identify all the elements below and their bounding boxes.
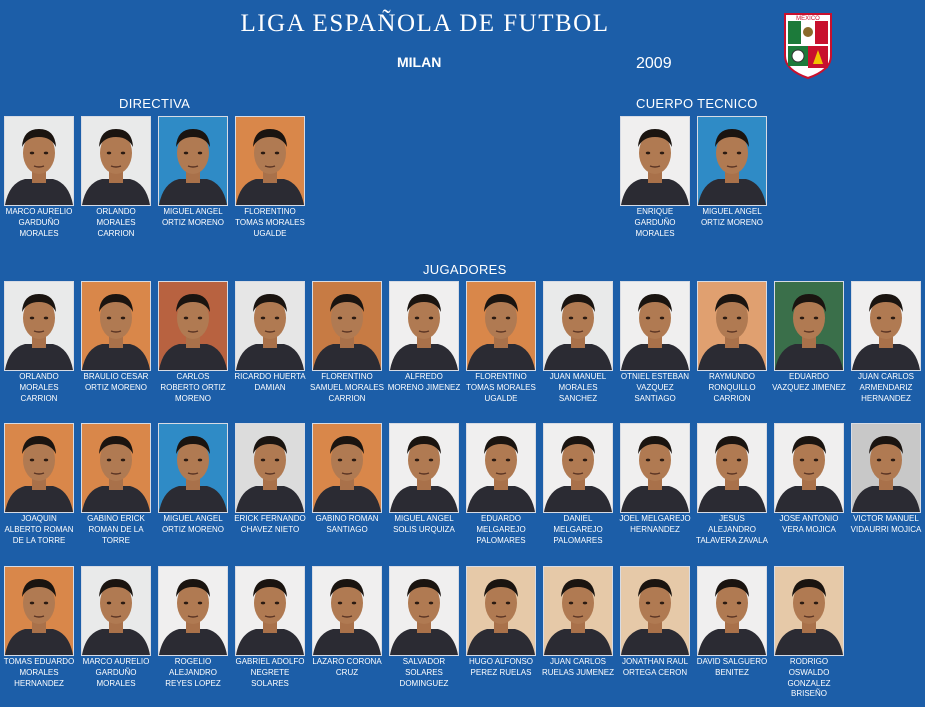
person-photo [389, 566, 459, 656]
person-card [387, 281, 461, 394]
person-photo [312, 566, 382, 656]
person-name: ERICK FERNANDO CHAVEZ NIETO [234, 514, 306, 534]
person-name: HUGO ALFONSO PEREZ RUELAS [468, 657, 533, 677]
person-name: JOSE ANTONIO VERA MOJICA [779, 514, 839, 534]
person-name: MIGUEL ANGEL SOLIS URQUIZA [393, 514, 455, 534]
person-card [79, 423, 153, 546]
person-card [2, 566, 76, 689]
person-photo [620, 566, 690, 656]
person-card [618, 116, 692, 239]
person-card [541, 423, 615, 546]
person-card [233, 116, 307, 239]
person-name: BRAULIO CESAR ORTIZ MORENO [83, 372, 149, 392]
person-photo [774, 566, 844, 656]
person-photo [4, 566, 74, 656]
person-photo [697, 423, 767, 513]
person-name: LAZARO CORONA CRUZ [312, 657, 382, 677]
person-card [695, 281, 769, 404]
person-photo [158, 281, 228, 371]
person-card [156, 566, 230, 689]
person-photo [158, 423, 228, 513]
person-name: JOAQUIN ALBERTO ROMAN DE LA TORRE [4, 514, 74, 545]
person-card [156, 116, 230, 229]
person-card [79, 566, 153, 689]
person-name: RODRIGO OSWALDO GONZALEZ BRISEÑO [787, 657, 831, 699]
section-jugadores: JUGADORES [423, 262, 507, 277]
person-card [772, 566, 846, 700]
person-card [156, 423, 230, 536]
person-card [695, 116, 769, 229]
person-photo [774, 281, 844, 371]
person-photo [851, 281, 921, 371]
person-photo [466, 281, 536, 371]
person-photo [4, 281, 74, 371]
person-card [541, 281, 615, 404]
person-photo [697, 281, 767, 371]
person-card [464, 423, 538, 546]
person-name: MARCO AURELIO GARDUÑO MORALES [5, 207, 73, 238]
person-name: MARCO AURELIO GARDUÑO MORALES [82, 657, 150, 688]
person-photo [620, 423, 690, 513]
person-name: JESUS ALEJANDRO TALAVERA ZAVALA [696, 514, 768, 545]
page-title: LIGA ESPAÑOLA DE FUTBOL [240, 10, 610, 37]
person-name: VICTOR MANUEL VIDAURRI MOJICA [850, 514, 922, 534]
mexico-crest-logo [783, 12, 833, 80]
person-card [387, 423, 461, 536]
person-name: ALFREDO MORENO JIMENEZ [387, 372, 461, 392]
person-name: JOEL MELGAREJO HERNANDEZ [619, 514, 691, 534]
person-name: DANIEL MELGAREJO PALOMARES [553, 514, 603, 545]
person-photo [774, 423, 844, 513]
person-name: JUAN CARLOS RUELAS JUMENEZ [541, 657, 614, 677]
person-name: OTNIEL ESTEBAN VAZQUEZ SANTIAGO [620, 372, 690, 403]
season-year: 2009 [636, 55, 672, 72]
person-card [156, 281, 230, 404]
person-card [849, 281, 923, 404]
person-photo [466, 566, 536, 656]
person-card [695, 423, 769, 546]
person-name: FLORENTINO TOMAS MORALES UGALDE [235, 207, 305, 238]
person-photo [81, 566, 151, 656]
person-name: GABRIEL ADOLFO NEGRETE SOLARES [235, 657, 305, 688]
person-name: CARLOS ROBERTO ORTIZ MORENO [160, 372, 226, 403]
team-name: MILAN [397, 54, 442, 70]
person-name: ORLANDO MORALES CARRION [96, 207, 136, 238]
person-name: ROGELIO ALEJANDRO REYES LOPEZ [165, 657, 221, 688]
person-photo [81, 281, 151, 371]
person-card [772, 281, 846, 394]
person-card [387, 566, 461, 689]
person-card [464, 566, 538, 679]
person-photo [235, 116, 305, 206]
person-name: TOMAS EDUARDO MORALES HERNANDEZ [3, 657, 75, 688]
person-name: RAYMUNDO RONQUILLO CARRION [708, 372, 756, 403]
person-card [541, 566, 615, 679]
svg-text:MEXICO: MEXICO [796, 16, 820, 22]
person-photo [543, 281, 613, 371]
person-card [2, 423, 76, 546]
person-name: EDUARDO VAZQUEZ JIMENEZ [772, 372, 846, 392]
person-name: MIGUEL ANGEL ORTIZ MORENO [700, 207, 764, 227]
person-photo [620, 116, 690, 206]
person-name: MIGUEL ANGEL ORTIZ MORENO [161, 514, 225, 534]
person-photo [158, 116, 228, 206]
person-card [618, 566, 692, 679]
person-photo [158, 566, 228, 656]
person-card [2, 116, 76, 239]
person-photo [389, 281, 459, 371]
person-card [618, 281, 692, 404]
person-name: SALVADOR SOLARES DOMINGUEZ [399, 657, 449, 688]
person-photo [4, 423, 74, 513]
person-name: DAVID SALGUERO BENITEZ [696, 657, 768, 677]
person-card [79, 281, 153, 394]
person-photo [235, 423, 305, 513]
person-name: EDUARDO MELGAREJO PALOMARES [476, 514, 526, 545]
person-photo [312, 281, 382, 371]
person-photo [620, 281, 690, 371]
person-name: FLORENTINO SAMUEL MORALES CARRION [310, 372, 384, 403]
person-name: JUAN CARLOS ARMENDARIZ HERNANDEZ [857, 372, 914, 403]
person-photo [851, 423, 921, 513]
person-photo [235, 566, 305, 656]
section-directiva: DIRECTIVA [119, 96, 191, 111]
person-card [79, 116, 153, 239]
person-card [310, 281, 384, 404]
person-name: RICARDO HUERTA DAMIAN [234, 372, 306, 392]
person-card [772, 423, 846, 536]
person-name: JONATHAN RAUL ORTEGA CERON [621, 657, 689, 677]
person-name: GABINO ROMAN SANTIAGO [315, 514, 379, 534]
section-cuerpo-tecnico: CUERPO TECNICO [636, 96, 758, 111]
person-photo [697, 116, 767, 206]
person-card [310, 566, 384, 679]
person-photo [389, 423, 459, 513]
person-card [233, 281, 307, 394]
person-photo [81, 116, 151, 206]
person-photo [466, 423, 536, 513]
person-name: JUAN MANUEL MORALES SANCHEZ [549, 372, 607, 403]
person-photo [697, 566, 767, 656]
person-photo [312, 423, 382, 513]
person-card [2, 281, 76, 404]
person-name: FLORENTINO TOMAS MORALES UGALDE [466, 372, 536, 403]
person-card [464, 281, 538, 404]
person-photo [543, 423, 613, 513]
person-card [233, 423, 307, 536]
person-card [618, 423, 692, 536]
person-card [310, 423, 384, 536]
person-photo [81, 423, 151, 513]
person-card [849, 423, 923, 536]
person-name: ENRIQUE GARDUÑO MORALES [634, 207, 676, 238]
person-card [695, 566, 769, 679]
person-photo [4, 116, 74, 206]
person-name: MIGUEL ANGEL ORTIZ MORENO [161, 207, 225, 227]
person-name: GABINO ERICK ROMAN DE LA TORRE [87, 514, 145, 545]
person-name: ORLANDO MORALES CARRION [19, 372, 59, 403]
person-photo [235, 281, 305, 371]
person-photo [543, 566, 613, 656]
person-card [233, 566, 307, 689]
